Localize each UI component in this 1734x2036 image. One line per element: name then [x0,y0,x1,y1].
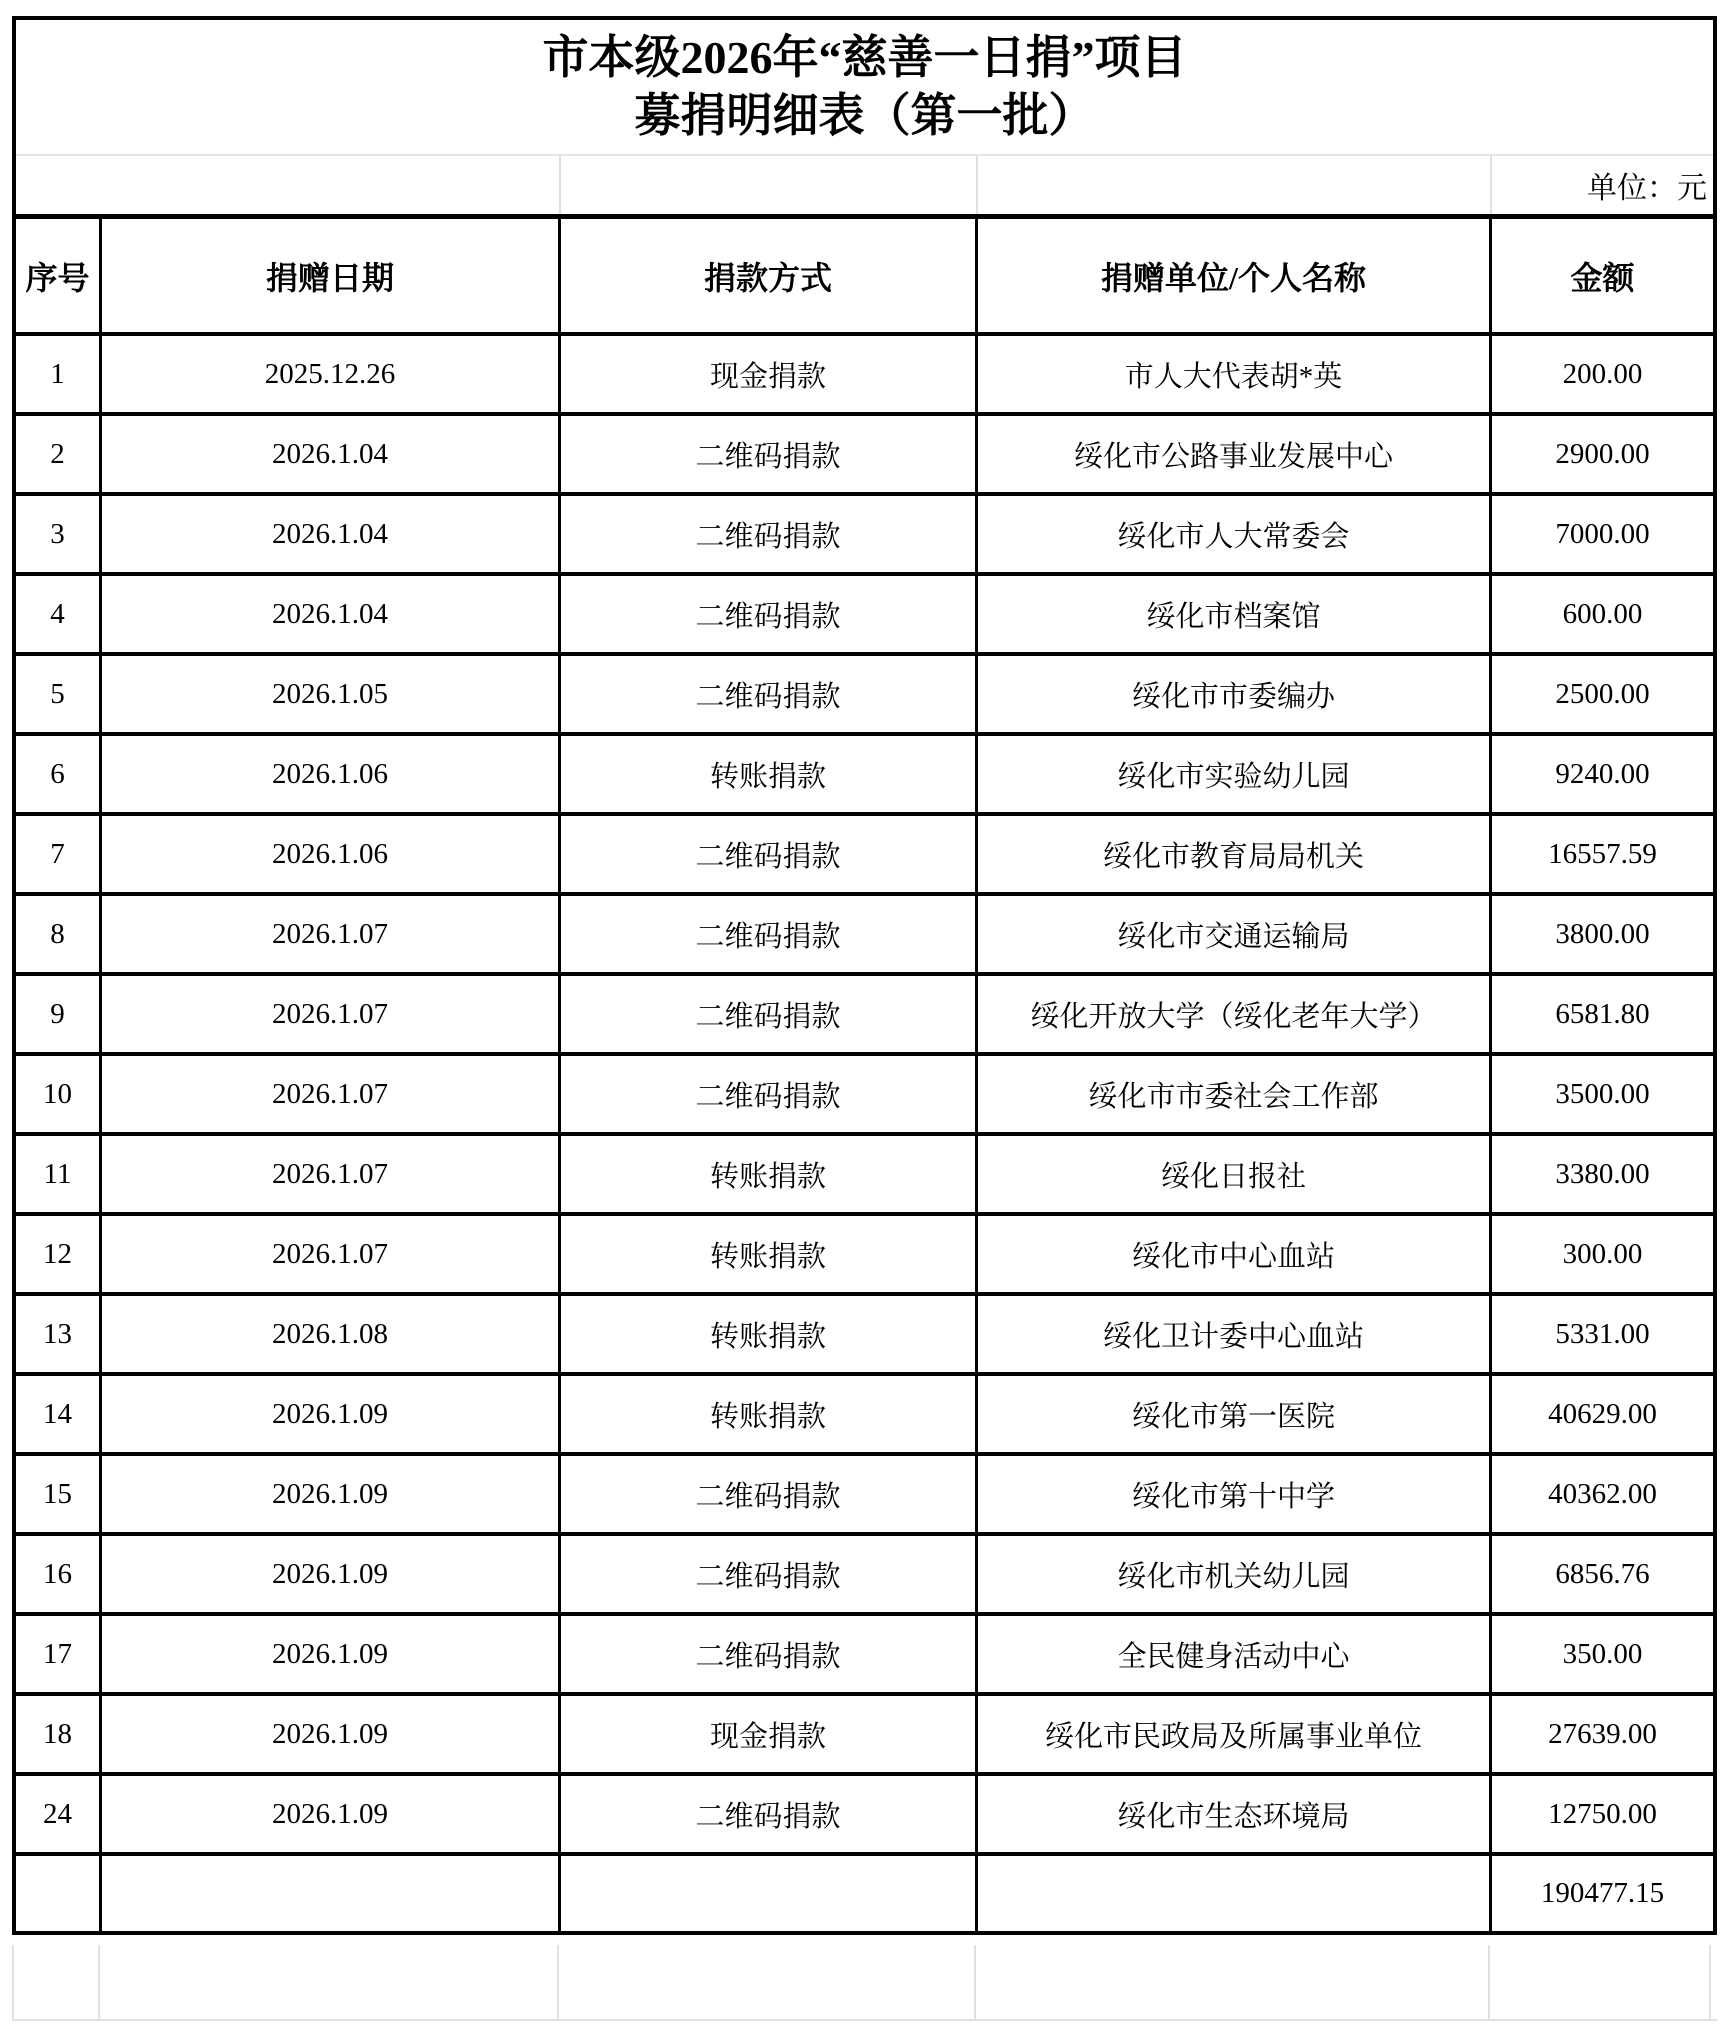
total-empty-date [102,1856,561,1931]
cell-seq: 10 [16,1056,102,1132]
cell-method: 现金捐款 [561,1696,978,1772]
cell-seq: 13 [16,1296,102,1372]
cell-donor: 绥化市民政局及所属事业单位 [978,1696,1492,1772]
table-row [16,576,1713,656]
cell-amount: 40362.00 [1548,1477,1657,1510]
cell-amount: 40629.00 [1548,1397,1657,1430]
table-title [16,20,1713,156]
cell-method: 二维码捐款 [561,976,978,1052]
total-empty-donor [978,1856,1492,1931]
table-row [16,1776,1713,1856]
cell-donor: 绥化卫计委中心血站 [978,1296,1492,1372]
cell-amount: 2500.00 [1555,677,1650,710]
cell-date: 2026.1.08 [102,1296,561,1372]
cell-method: 二维码捐款 [561,416,978,492]
cell-seq: 16 [16,1536,102,1612]
cell-date: 2026.1.09 [102,1776,561,1852]
empty-cell [100,1945,559,2019]
cell-seq: 7 [16,816,102,892]
cell-seq: 11 [16,1136,102,1212]
table-row [16,336,1713,416]
table-header [16,214,1713,336]
cell-method: 二维码捐款 [561,896,978,972]
cell-date: 2026.1.07 [102,896,561,972]
cell-method: 二维码捐款 [561,1456,978,1532]
cell-seq: 8 [16,896,102,972]
cell-method: 现金捐款 [561,336,978,412]
cell-amount: 300.00 [1562,1237,1643,1270]
cell-donor: 绥化市实验幼儿园 [978,736,1492,812]
cell-date: 2026.1.05 [102,656,561,732]
unit-row [16,156,1713,214]
cell-date: 2026.1.06 [102,816,561,892]
cell-amount: 7000.00 [1555,517,1650,550]
cell-donor: 绥化市生态环境局 [978,1776,1492,1852]
cell-donor: 绥化市中心血站 [978,1216,1492,1292]
total-row [16,1856,1713,1931]
cell-seq: 24 [16,1776,102,1852]
cell-seq: 6 [16,736,102,812]
cell-amount: 3800.00 [1555,917,1650,950]
unit-row-spacer [978,156,1492,214]
table-row [16,416,1713,496]
unit-row-spacer [16,156,102,214]
table-row [16,1136,1713,1216]
empty-cell [14,1945,100,2019]
table-row [16,736,1713,816]
cell-donor: 绥化市第十中学 [978,1456,1492,1532]
cell-amount: 6581.80 [1555,997,1650,1030]
cell-date: 2026.1.09 [102,1376,561,1452]
empty-cell [1490,1945,1711,2019]
table-row [16,1216,1713,1296]
cell-amount: 6856.76 [1555,1557,1650,1590]
cell-donor: 绥化市市委社会工作部 [978,1056,1492,1132]
empty-cell [976,1945,1490,2019]
cell-seq: 5 [16,656,102,732]
cell-amount: 9240.00 [1555,757,1650,790]
cell-date: 2025.12.26 [102,336,561,412]
cell-donor: 绥化市公路事业发展中心 [978,416,1492,492]
table-row [16,816,1713,896]
unit-row-spacer [561,156,978,214]
cell-amount: 350.00 [1562,1637,1643,1670]
col-header-amount: 金额 [1570,259,1635,296]
cell-donor: 绥化市市委编办 [978,656,1492,732]
cell-date: 2026.1.09 [102,1696,561,1772]
cell-date: 2026.1.04 [102,496,561,572]
cell-amount: 600.00 [1562,597,1643,630]
cell-seq: 2 [16,416,102,492]
cell-amount: 3380.00 [1555,1157,1650,1190]
cell-method: 二维码捐款 [561,1616,978,1692]
cell-donor: 全民健身活动中心 [978,1616,1492,1692]
cell-method: 二维码捐款 [561,496,978,572]
cell-amount: 16557.59 [1548,837,1657,870]
cell-date: 2026.1.07 [102,1216,561,1292]
table-row [16,1376,1713,1456]
cell-donor: 绥化市第一医院 [978,1376,1492,1452]
cell-method: 二维码捐款 [561,576,978,652]
cell-seq: 18 [16,1696,102,1772]
cell-seq: 4 [16,576,102,652]
cell-donor: 绥化市教育局局机关 [978,816,1492,892]
cell-date: 2026.1.07 [102,1136,561,1212]
empty-cell [559,1945,976,2019]
table-row [16,976,1713,1056]
cell-date: 2026.1.09 [102,1536,561,1612]
cell-date: 2026.1.09 [102,1616,561,1692]
donation-detail-table [12,16,1717,1935]
cell-seq: 12 [16,1216,102,1292]
title-line-2: 募捐明细表（第一批） [634,90,1095,141]
cell-seq: 3 [16,496,102,572]
table-row [16,496,1713,576]
table-row [16,1536,1713,1616]
table-row [16,656,1713,736]
cell-method: 二维码捐款 [561,1056,978,1132]
cell-method: 二维码捐款 [561,816,978,892]
cell-method: 转账捐款 [561,1376,978,1452]
cell-date: 2026.1.04 [102,576,561,652]
unit-row-spacer [102,156,561,214]
table-row [16,1696,1713,1776]
title-line-1: 市本级2026年“慈善一日捐”项目 [542,32,1187,83]
cell-amount: 27639.00 [1548,1717,1657,1750]
col-header-date: 捐赠日期 [102,219,561,332]
cell-method: 二维码捐款 [561,656,978,732]
table-row [16,1456,1713,1536]
cell-amount: 12750.00 [1548,1797,1657,1830]
cell-seq: 1 [16,336,102,412]
cell-amount: 2900.00 [1555,437,1650,470]
cell-date: 2026.1.06 [102,736,561,812]
cell-seq: 14 [16,1376,102,1452]
cell-donor: 绥化日报社 [978,1136,1492,1212]
cell-amount: 3500.00 [1555,1077,1650,1110]
cell-date: 2026.1.07 [102,1056,561,1132]
col-header-seq: 序号 [16,219,102,332]
cell-method: 二维码捐款 [561,1776,978,1852]
cell-method: 转账捐款 [561,1216,978,1292]
cell-donor: 绥化市交通运输局 [978,896,1492,972]
empty-grid-row [12,1945,1717,2021]
cell-method: 转账捐款 [561,1136,978,1212]
cell-seq: 15 [16,1456,102,1532]
table-row [16,1056,1713,1136]
cell-seq: 9 [16,976,102,1052]
cell-seq: 17 [16,1616,102,1692]
table-row [16,896,1713,976]
cell-donor: 绥化市机关幼儿园 [978,1536,1492,1612]
cell-method: 转账捐款 [561,1296,978,1372]
total-empty-method [561,1856,978,1931]
col-header-method: 捐款方式 [561,219,978,332]
unit-label: 单位：元 [1587,172,1707,205]
cell-donor: 绥化开放大学（绥化老年大学） [978,976,1492,1052]
cell-method: 二维码捐款 [561,1536,978,1612]
col-header-donor: 捐赠单位/个人名称 [978,219,1492,332]
total-amount: 190477.15 [1540,1877,1665,1909]
table-row [16,1296,1713,1376]
cell-amount: 5331.00 [1555,1317,1650,1350]
cell-date: 2026.1.07 [102,976,561,1052]
total-empty-seq [16,1856,102,1931]
cell-date: 2026.1.04 [102,416,561,492]
cell-donor: 绥化市人大常委会 [978,496,1492,572]
table-row [16,1616,1713,1696]
cell-date: 2026.1.09 [102,1456,561,1532]
cell-amount: 200.00 [1562,357,1643,390]
cell-donor: 绥化市档案馆 [978,576,1492,652]
cell-method: 转账捐款 [561,736,978,812]
cell-donor: 市人大代表胡*英 [978,336,1492,412]
